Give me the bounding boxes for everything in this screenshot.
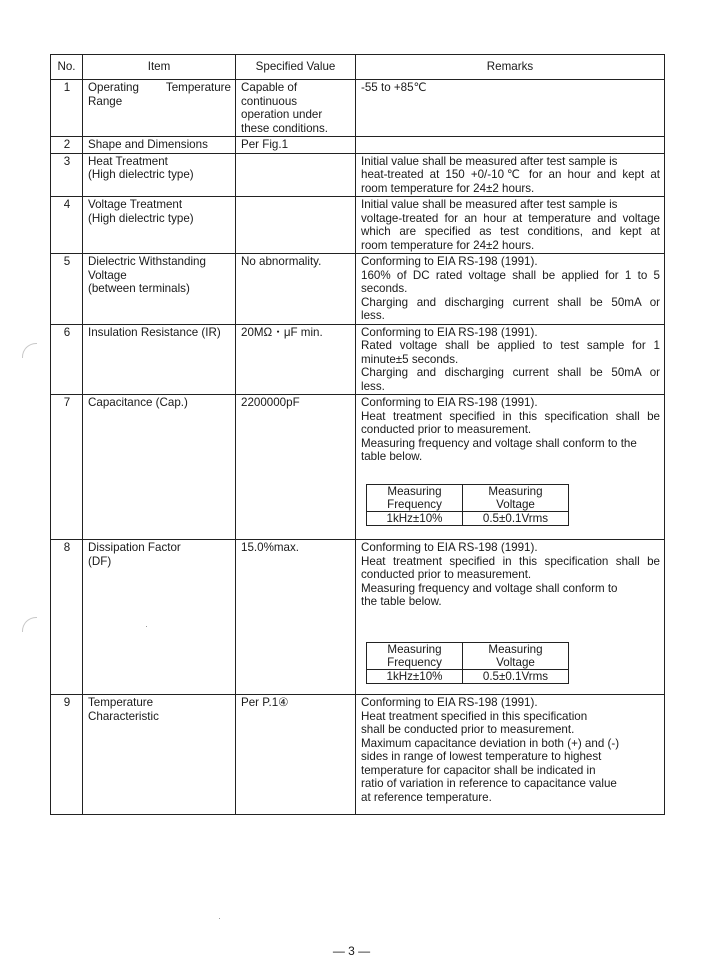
row-number: 4 xyxy=(51,197,83,254)
specified-value-cell xyxy=(236,80,356,137)
item-cell xyxy=(83,395,236,540)
specified-value-cell-line: No abnormality. xyxy=(241,255,322,268)
table-row xyxy=(51,324,665,395)
scan-mark xyxy=(22,617,37,632)
measuring-header-line: Measuring xyxy=(387,484,442,498)
measuring-header-line: Frequency xyxy=(387,655,442,669)
remarks-cell-line: -55 to +85℃ xyxy=(361,81,427,94)
specified-value-cell xyxy=(236,395,356,540)
row-number: 8 xyxy=(51,540,83,695)
specified-value-cell xyxy=(236,695,356,815)
remarks-cell-line: Conforming to EIA RS-198 (1991). xyxy=(361,696,538,709)
scan-dust xyxy=(219,918,220,919)
header-specified-value: Specified Value xyxy=(236,55,356,80)
item-cell-line: Shape and Dimensions xyxy=(88,138,208,151)
specified-value-cell-line: 20MΩ・μF min. xyxy=(241,325,323,339)
measuring-header-cell xyxy=(463,642,569,669)
measuring-header-cell xyxy=(367,484,463,511)
remarks-cell xyxy=(356,695,665,815)
remarks-cell-line: at reference temperature. xyxy=(361,790,492,804)
remarks-cell xyxy=(356,540,665,695)
specified-value-cell-line: Per Fig.1 xyxy=(241,138,289,151)
row-number: 3 xyxy=(51,153,83,197)
remarks-cell-line: temperature for capacitor shall be indicated in xyxy=(361,763,596,777)
remarks-cell xyxy=(356,153,665,197)
remarks-cell-line: ratio of variation in reference to capacitance value xyxy=(361,777,617,790)
table-row xyxy=(51,137,665,154)
remarks-cell-line: Rated voltage shall be applied to test sample for 1 xyxy=(361,339,660,352)
specified-value-cell xyxy=(236,137,356,154)
remarks-cell-line: table below. xyxy=(361,450,423,463)
remarks-cell-line: less. xyxy=(361,309,385,322)
item-cell-line: Dissipation Factor xyxy=(88,541,181,554)
measuring-value-cell: 1kHz±10% xyxy=(367,511,463,525)
page-number: — 3 — xyxy=(332,944,371,958)
item-cell xyxy=(83,153,236,197)
item-cell-line: (DF) xyxy=(88,554,112,568)
item-cell-line: Voltage xyxy=(88,268,127,282)
remarks-cell-line: sides in range of lowest temperature to highest xyxy=(361,750,602,763)
measuring-conditions-table xyxy=(366,484,569,526)
remarks-cell-line: Conforming to EIA RS-198 (1991). xyxy=(361,541,538,554)
specified-value-cell xyxy=(236,197,356,254)
item-cell-line: Operating Temperature xyxy=(88,81,231,94)
measuring-header-line: Voltage xyxy=(496,497,535,511)
item-cell xyxy=(83,695,236,815)
item-cell-line: (between terminals) xyxy=(88,282,190,295)
header-no: No. xyxy=(51,55,83,80)
remarks-cell-line: conducted prior to measurement. xyxy=(361,568,532,581)
measuring-value-cell: 0.5±0.1Vrms xyxy=(463,669,569,683)
remarks-cell-line: Heat treatment specified in this specification xyxy=(361,709,588,723)
table-row xyxy=(51,153,665,197)
remarks-cell-line: Charging and discharging current shall be 50mA or xyxy=(361,366,660,379)
row-number: 9 xyxy=(51,695,83,815)
remarks-cell-line: Conforming to EIA RS-198 (1991). xyxy=(361,325,538,339)
remarks-cell-line: the table below. xyxy=(361,595,442,608)
remarks-cell-line: heat-treated at 150 +0/-10℃ for an hour and kept at xyxy=(361,168,660,181)
item-cell xyxy=(83,540,236,695)
table-row xyxy=(51,254,665,325)
measuring-header-line: Voltage xyxy=(496,655,535,669)
specified-value-cell xyxy=(236,254,356,325)
item-cell-line: Capacitance (Cap.) xyxy=(88,396,188,409)
remarks-cell-line: Maximum capacitance deviation in both (+) and (-) xyxy=(361,736,620,750)
remarks-cell-line: seconds. xyxy=(361,282,408,295)
remarks-cell-line: Conforming to EIA RS-198 (1991). xyxy=(361,255,538,268)
item-cell xyxy=(83,254,236,325)
measuring-header-line: Measuring xyxy=(387,642,442,656)
remarks-cell xyxy=(356,80,665,137)
item-cell-line: Range xyxy=(88,94,123,108)
remarks-cell-line: shall be conducted prior to measurement. xyxy=(361,723,575,736)
specified-value-cell-line: continuous xyxy=(241,94,298,108)
specified-value-cell xyxy=(236,540,356,695)
row-number: 5 xyxy=(51,254,83,325)
measuring-conditions-table xyxy=(366,642,569,684)
remarks-cell-line: voltage-treated for an hour at temperature and voltage xyxy=(361,211,660,225)
item-cell xyxy=(83,324,236,395)
item-cell-line: Dielectric Withstanding xyxy=(88,255,206,268)
specified-value-cell-line: Capable of xyxy=(241,81,298,94)
measuring-header-cell xyxy=(367,642,463,669)
measuring-header-cell xyxy=(463,484,569,511)
remarks-cell-line: Initial value shall be measured after test sample is xyxy=(361,154,618,168)
remarks-cell-line: Measuring frequency and voltage shall conform to the xyxy=(361,436,637,450)
item-cell xyxy=(83,197,236,254)
remarks-cell xyxy=(356,197,665,254)
specified-value-cell xyxy=(236,324,356,395)
remarks-cell-line: Charging and discharging current shall be 50mA or xyxy=(361,295,660,309)
remarks-cell-line: less. xyxy=(361,379,385,393)
item-cell-line: Heat Treatment xyxy=(88,154,168,168)
specification-table xyxy=(50,54,665,815)
remarks-cell xyxy=(356,137,665,154)
item-cell xyxy=(83,137,236,154)
table-row xyxy=(51,197,665,254)
remarks-cell-line: Heat treatment specified in this specification shall be xyxy=(361,409,660,423)
header-item: Item xyxy=(83,55,236,80)
item-cell-line: Characteristic xyxy=(88,709,159,723)
specified-value-cell-line: operation under xyxy=(241,108,323,121)
item-cell xyxy=(83,80,236,137)
table-row xyxy=(51,540,665,695)
row-number: 7 xyxy=(51,395,83,540)
remarks-cell xyxy=(356,324,665,395)
table-row xyxy=(51,695,665,815)
remarks-cell xyxy=(356,395,665,540)
specified-value-cell-line: 15.0%max. xyxy=(241,541,299,554)
row-number: 2 xyxy=(51,137,83,154)
remarks-cell-line: which are specified as test conditions, and kept at xyxy=(361,225,660,238)
measuring-value-cell: 0.5±0.1Vrms xyxy=(463,511,569,525)
remarks-cell-line: room temperature for 24±2 hours. xyxy=(361,181,535,195)
remarks-cell-line: Initial value shall be measured after test sample is xyxy=(361,198,618,211)
table-row xyxy=(51,80,665,137)
scan-mark xyxy=(22,343,37,358)
table-header-row xyxy=(51,55,665,80)
remarks-cell-line: 160% of DC rated voltage shall be applied for 1 to 5 xyxy=(361,268,660,282)
item-cell-line: (High dielectric type) xyxy=(88,168,194,181)
row-number: 1 xyxy=(51,80,83,137)
remarks-cell-line: conducted prior to measurement. xyxy=(361,423,532,436)
measuring-header-line: Frequency xyxy=(387,497,442,511)
measuring-header-line: Measuring xyxy=(488,484,543,498)
remarks-cell-line: Measuring frequency and voltage shall conform to xyxy=(361,581,618,595)
specified-value-cell-line: Per P.1④ xyxy=(241,696,289,709)
table-row xyxy=(51,395,665,540)
measuring-header-line: Measuring xyxy=(488,642,543,656)
remarks-cell-line: room temperature for 24±2 hours. xyxy=(361,238,535,252)
item-cell-line: Insulation Resistance (IR) xyxy=(88,325,221,339)
remarks-cell-line: minute±5 seconds. xyxy=(361,352,459,366)
item-cell-line: Temperature xyxy=(88,696,154,709)
remarks-cell-line: Heat treatment specified in this specification shall be xyxy=(361,554,660,568)
specified-value-cell xyxy=(236,153,356,197)
header-remarks: Remarks xyxy=(356,55,665,80)
specified-value-cell-line: these conditions. xyxy=(241,121,329,135)
remarks-cell-line: Conforming to EIA RS-198 (1991). xyxy=(361,396,538,409)
item-cell-line: (High dielectric type) xyxy=(88,211,194,225)
item-cell-line: Voltage Treatment xyxy=(88,198,183,211)
row-number: 6 xyxy=(51,324,83,395)
remarks-cell xyxy=(356,254,665,325)
measuring-value-cell: 1kHz±10% xyxy=(367,669,463,683)
specified-value-cell-line: 2200000pF xyxy=(241,396,300,409)
